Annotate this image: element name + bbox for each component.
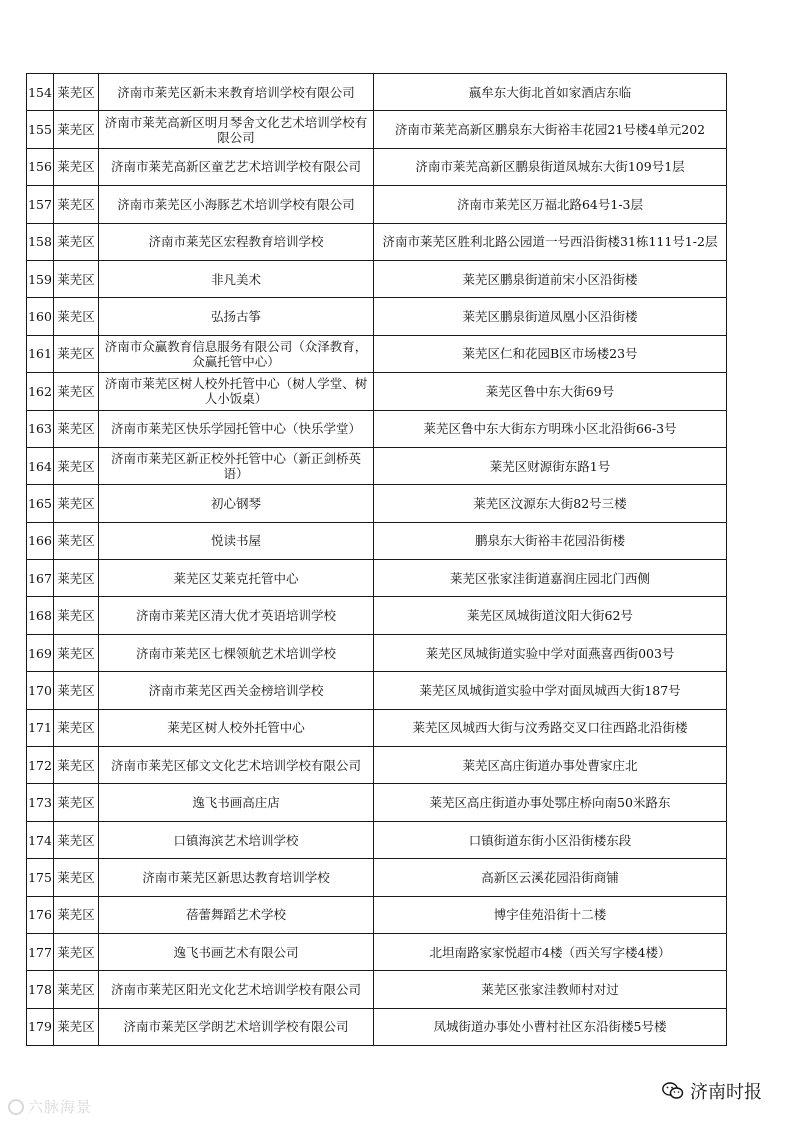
table-row [27,971,727,1008]
row-district: 莱芜区 [54,709,99,746]
row-address: 莱芜区鹏泉街道凤凰小区沿街楼 [374,298,727,335]
row-number: 175 [27,859,54,896]
row-institution-name: 济南市众赢教育信息服务有限公司（众泽教育，众赢托管中心） [99,335,374,372]
row-institution-name: 济南市莱芜区郁文文化艺术培训学校有限公司 [99,747,374,784]
row-district: 莱芜区 [54,821,99,858]
table-row [27,896,727,933]
row-number: 164 [27,447,54,484]
row-address: 济南市莱芜高新区鹏泉东大街裕丰花园21号楼4单元202 [374,111,727,148]
row-institution-name: 济南市莱芜区阳光文化艺术培训学校有限公司 [99,971,374,1008]
row-address: 莱芜区仁和花园B区市场楼23号 [374,335,727,372]
row-address: 莱芜区凤城西大街与汶秀路交叉口往西路北沿街楼 [374,709,727,746]
row-address: 莱芜区张家洼教师村对过 [374,971,727,1008]
row-district: 莱芜区 [54,186,99,223]
row-number: 155 [27,111,54,148]
row-number: 163 [27,410,54,447]
row-number: 156 [27,148,54,185]
table-row [27,859,727,896]
row-number: 171 [27,709,54,746]
row-institution-name: 非凡美术 [99,260,374,297]
table-row [27,447,727,484]
watermark-text: 六脉海景 [28,1098,93,1116]
row-address: 鹏泉东大街裕丰花园沿街楼 [374,522,727,559]
row-institution-name: 初心钢琴 [99,485,374,522]
table-row [27,485,727,522]
row-institution-name: 济南市莱芜区七棵领航艺术培训学校 [99,634,374,671]
row-institution-name: 济南市莱芜区树人校外托管中心（树人学堂、树人小饭桌） [99,373,374,410]
row-address: 莱芜区汶源东大街82号三楼 [374,485,727,522]
row-district: 莱芜区 [54,260,99,297]
table-row [27,821,727,858]
table-row [27,634,727,671]
row-district: 莱芜区 [54,896,99,933]
row-address: 济南市莱芜区万福北路64号1-3层 [374,186,727,223]
row-number: 179 [27,1008,54,1045]
row-number: 168 [27,597,54,634]
row-number: 169 [27,634,54,671]
row-district: 莱芜区 [54,223,99,260]
table-row [27,373,727,410]
row-district: 莱芜区 [54,111,99,148]
row-district: 莱芜区 [54,859,99,896]
table-row [27,560,727,597]
row-district: 莱芜区 [54,522,99,559]
table-row [27,223,727,260]
row-institution-name: 济南市莱芜高新区明月琴舍文化艺术培训学校有限公司 [99,111,374,148]
table-row [27,74,727,111]
institution-table [26,73,727,1046]
table-row [27,335,727,372]
row-address: 高新区云溪花园沿街商铺 [374,859,727,896]
row-district: 莱芜区 [54,410,99,447]
row-address: 莱芜区高庄街道办事处曹家庄北 [374,747,727,784]
row-number: 176 [27,896,54,933]
table-row [27,260,727,297]
row-district: 莱芜区 [54,747,99,784]
row-district: 莱芜区 [54,1008,99,1045]
row-number: 160 [27,298,54,335]
row-district: 莱芜区 [54,74,99,111]
row-number: 161 [27,335,54,372]
table-row [27,148,727,185]
row-number: 174 [27,821,54,858]
row-institution-name: 莱芜区树人校外托管中心 [99,709,374,746]
row-address: 凤城街道办事处小曹村社区东沿街楼5号楼 [374,1008,727,1045]
row-institution-name: 口镇海滨艺术培训学校 [99,821,374,858]
row-address: 莱芜区高庄街道办事处鄂庄桥向南50米路东 [374,784,727,821]
row-address: 莱芜区凤城街道实验中学对面凤城西大街187号 [374,672,727,709]
row-number: 158 [27,223,54,260]
row-district: 莱芜区 [54,447,99,484]
row-institution-name: 弘扬古筝 [99,298,374,335]
table-row [27,522,727,559]
row-district: 莱芜区 [54,971,99,1008]
row-number: 166 [27,522,54,559]
table-row [27,111,727,148]
row-district: 莱芜区 [54,373,99,410]
row-district: 莱芜区 [54,672,99,709]
row-number: 157 [27,186,54,223]
row-number: 170 [27,672,54,709]
row-institution-name: 逸飞书画艺术有限公司 [99,933,374,970]
row-institution-name: 济南市莱芜区快乐学园托管中心（快乐学堂） [99,410,374,447]
row-address: 济南市莱芜区胜利北路公园道一号西沿街楼31栋111号1-2层 [374,223,727,260]
watermark-logo-icon [8,1099,24,1115]
row-institution-name: 济南市莱芜区新正校外托管中心（新正剑桥英语） [99,447,374,484]
row-district: 莱芜区 [54,148,99,185]
brand-signature [662,1078,762,1104]
table-row [27,933,727,970]
row-address: 嬴牟东大街北首如家酒店东临 [374,74,727,111]
row-address: 北坦南路家家悦超市4楼（西关写字楼4楼） [374,933,727,970]
row-institution-name: 悦读书屋 [99,522,374,559]
table-row [27,410,727,447]
row-district: 莱芜区 [54,933,99,970]
row-district: 莱芜区 [54,784,99,821]
table-row [27,747,727,784]
watermark-left [8,1096,92,1117]
table-row [27,672,727,709]
row-district: 莱芜区 [54,597,99,634]
table-body [27,74,727,1046]
row-address: 莱芜区张家洼街道嘉润庄园北门西侧 [374,560,727,597]
row-address: 莱芜区凤城街道实验中学对面燕喜西街003号 [374,634,727,671]
table-row [27,298,727,335]
row-address: 口镇街道东街小区沿街楼东段 [374,821,727,858]
row-district: 莱芜区 [54,335,99,372]
row-district: 莱芜区 [54,634,99,671]
row-institution-name: 济南市莱芜区西关金榜培训学校 [99,672,374,709]
row-institution-name: 济南市莱芜高新区童艺艺术培训学校有限公司 [99,148,374,185]
brand-name: 济南时报 [690,1082,762,1103]
row-number: 165 [27,485,54,522]
wechat-icon [662,1081,684,1101]
row-address: 莱芜区鲁中东大街东方明珠小区北沿街66-3号 [374,410,727,447]
row-institution-name: 济南市莱芜区小海豚艺术培训学校有限公司 [99,186,374,223]
row-address: 博宇佳苑沿街十二楼 [374,896,727,933]
row-district: 莱芜区 [54,560,99,597]
row-institution-name: 济南市莱芜区新未来教育培训学校有限公司 [99,74,374,111]
row-institution-name: 济南市莱芜区新思达教育培训学校 [99,859,374,896]
table-row [27,784,727,821]
row-number: 154 [27,74,54,111]
row-address: 莱芜区财源街东路1号 [374,447,727,484]
row-institution-name: 逸飞书画高庄店 [99,784,374,821]
row-institution-name: 济南市莱芜区宏程教育培训学校 [99,223,374,260]
row-institution-name: 济南市莱芜区学朗艺术培训学校有限公司 [99,1008,374,1045]
row-number: 177 [27,933,54,970]
row-district: 莱芜区 [54,485,99,522]
row-number: 159 [27,260,54,297]
row-address: 莱芜区凤城街道汶阳大街62号 [374,597,727,634]
row-address: 莱芜区鹏泉街道前宋小区沿街楼 [374,260,727,297]
row-number: 162 [27,373,54,410]
row-number: 173 [27,784,54,821]
row-institution-name: 蓓蕾舞蹈艺术学校 [99,896,374,933]
row-address: 莱芜区鲁中东大街69号 [374,373,727,410]
table-row [27,597,727,634]
row-number: 167 [27,560,54,597]
row-number: 172 [27,747,54,784]
row-number: 178 [27,971,54,1008]
table-row [27,709,727,746]
row-district: 莱芜区 [54,298,99,335]
row-institution-name: 莱芜区艾莱克托管中心 [99,560,374,597]
table-row [27,1008,727,1045]
row-institution-name: 济南市莱芜区清大优才英语培训学校 [99,597,374,634]
row-address: 济南市莱芜高新区鹏泉街道凤城东大街109号1层 [374,148,727,185]
table-row [27,186,727,223]
